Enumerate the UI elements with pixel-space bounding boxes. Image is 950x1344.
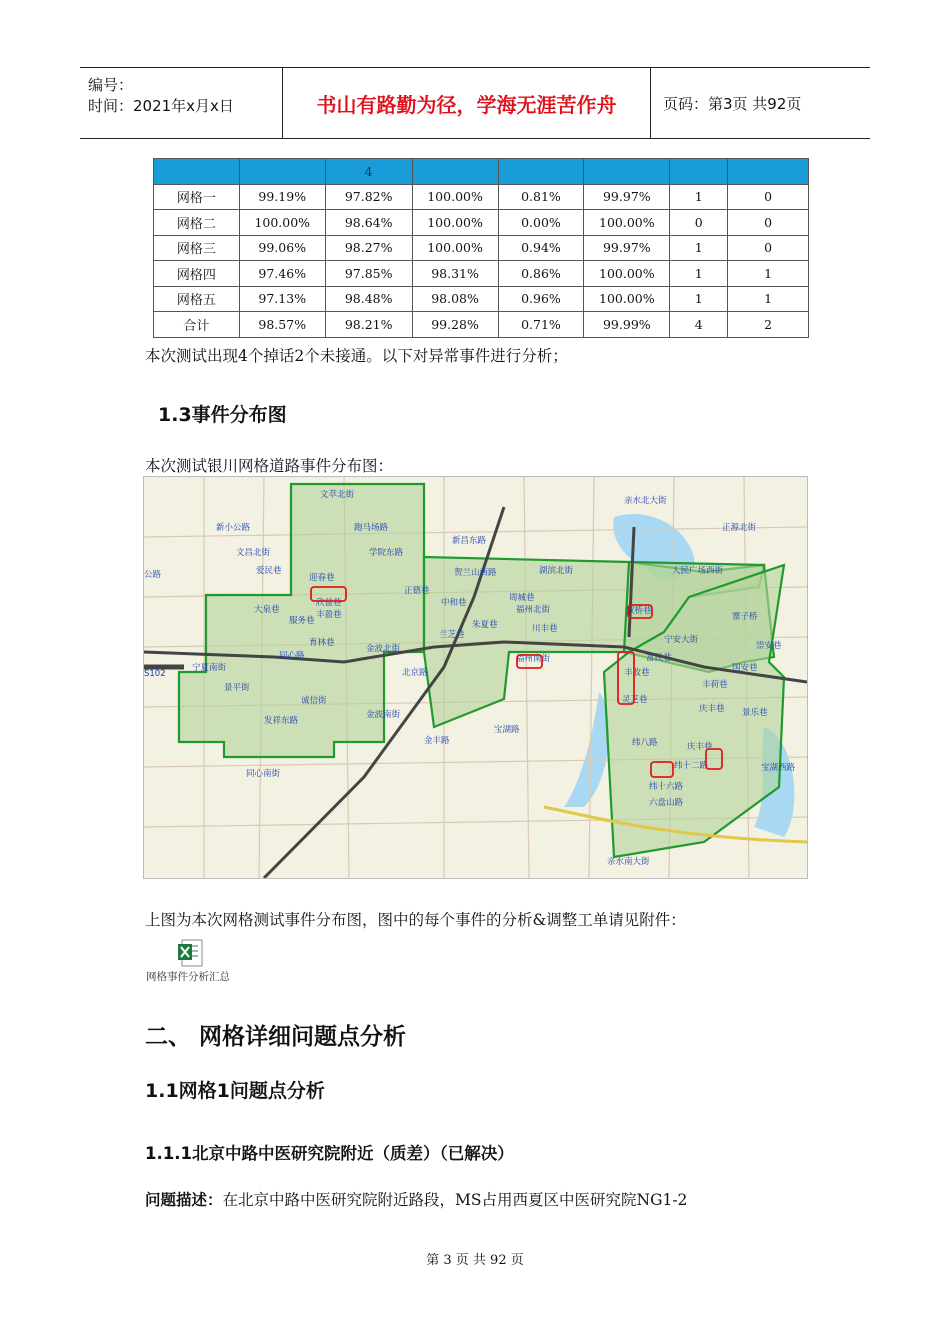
table-cell: 网格四 — [154, 261, 240, 287]
map-street-label: 服务巷 — [289, 616, 315, 626]
table-cell: 网格五 — [154, 286, 240, 312]
map-street-label: 湖滨北街 — [539, 566, 574, 576]
table-row — [154, 312, 809, 338]
table-cell: 97.82% — [325, 184, 412, 210]
table-row — [154, 184, 809, 210]
map-street-label: 迎春巷 — [309, 573, 335, 583]
header-motto-cell — [283, 68, 651, 138]
table-cell: 99.99% — [584, 312, 670, 338]
table-cell: 4 — [670, 312, 728, 338]
map-street-label: 人民广场西街 — [672, 566, 724, 576]
map-street-label: 育林巷 — [309, 638, 335, 648]
map-street-label: 福州北街 — [516, 605, 551, 615]
event-distribution-map — [143, 476, 808, 879]
header-page-code: 页码：第3页 共92页 — [663, 94, 802, 113]
table-cell: 98.27% — [325, 235, 412, 261]
map-street-label: 新小公路 — [216, 523, 251, 533]
table-cell: 98.57% — [239, 312, 325, 338]
table-cell: 1 — [728, 261, 809, 287]
table-cell: 0.94% — [498, 235, 584, 261]
table-cell: 1 — [728, 286, 809, 312]
map-street-label: 庆丰巷 — [687, 742, 713, 752]
map-street-label: 公路 — [144, 570, 162, 580]
table-cell: 0.00% — [498, 210, 584, 236]
table-cell: 0 — [728, 210, 809, 236]
table-cell: 99.97% — [584, 184, 670, 210]
table-cell: 98.21% — [325, 312, 412, 338]
map-street-label: S102 — [144, 669, 166, 679]
map-intro: 本次测试银川网格道路事件分布图： — [145, 457, 394, 475]
table-cell: 网格二 — [154, 210, 240, 236]
map-street-label: 庆丰巷 — [699, 704, 725, 714]
table-cell — [584, 159, 670, 185]
table-cell: 100.00% — [412, 235, 498, 261]
attachment-label: 网格事件分析汇总 — [146, 971, 230, 983]
map-street-label: 欣益巷 — [316, 598, 342, 608]
table-cell — [412, 159, 498, 185]
map-street-label: 丰荷巷 — [702, 680, 728, 690]
section-heading-1-3: 1.3事件分布图 — [158, 404, 287, 426]
header-date: 时间：2021年x月x日 — [88, 97, 234, 115]
map-street-label: 金波南街 — [366, 710, 401, 720]
problem-label: 问题描述： — [145, 1191, 223, 1209]
map-street-label: 六盘山路 — [649, 798, 684, 808]
map-canvas — [144, 477, 807, 878]
map-street-label: 纬八路 — [632, 738, 658, 748]
grid-stats-table — [153, 158, 809, 338]
table-cell — [154, 159, 240, 185]
map-street-label: 宁夏南街 — [192, 663, 227, 673]
table-cell: 100.00% — [239, 210, 325, 236]
table-cell: 网格三 — [154, 235, 240, 261]
table-cell: 99.06% — [239, 235, 325, 261]
table-cell: 0.71% — [498, 312, 584, 338]
table-cell: 100.00% — [584, 286, 670, 312]
map-street-label: 正德巷 — [404, 586, 430, 596]
table-header-row — [154, 159, 809, 185]
section-heading-1-1: 1.1网格1问题点分析 — [145, 1080, 325, 1102]
section-heading-1-1-1: 1.1.1北京中路中医研究院附近（质差）（已解决） — [145, 1144, 514, 1163]
map-street-label: 正源北街 — [722, 523, 757, 533]
problem-text: 在北京中路中医研究院附近路段，MS占用西夏区中医研究院NG1-2 — [222, 1191, 688, 1209]
table-cell: 100.00% — [412, 184, 498, 210]
table-cell: 1 — [670, 184, 728, 210]
map-street-label: 学院东路 — [369, 548, 404, 558]
table-cell: 100.00% — [584, 261, 670, 287]
map-street-label: 朱夏巷 — [472, 620, 498, 630]
map-street-label: 同心路 — [279, 651, 305, 661]
table-cell — [498, 159, 584, 185]
table-cell: 97.46% — [239, 261, 325, 287]
table-row — [154, 286, 809, 312]
map-street-label: 崇安巷 — [756, 641, 782, 651]
table-cell: 0 — [728, 235, 809, 261]
table-cell — [670, 159, 728, 185]
table-cell: 99.97% — [584, 235, 670, 261]
header-number: 编号： — [88, 76, 134, 94]
map-street-label: 贺兰山西路 — [454, 568, 497, 578]
table-cell: 98.48% — [325, 286, 412, 312]
header-motto: 书山有路勤为径，学海无涯苦作舟 — [316, 92, 617, 117]
excel-file-icon — [178, 939, 204, 967]
table-cell: 1 — [670, 235, 728, 261]
attachment-item[interactable] — [146, 937, 256, 987]
table-cell: 98.64% — [325, 210, 412, 236]
map-street-label: 跑马场路 — [354, 523, 389, 533]
table-cell: 98.08% — [412, 286, 498, 312]
map-street-label: 金丰路 — [424, 736, 450, 746]
map-street-label: 景平街 — [224, 683, 250, 693]
map-street-label: 丰盈巷 — [316, 610, 342, 620]
map-street-label: 亲水北大街 — [624, 496, 667, 506]
table-row — [154, 261, 809, 287]
chapter-heading-2: 二、 网格详细问题点分析 — [145, 1024, 407, 1050]
table-cell: 1 — [670, 286, 728, 312]
table-cell — [239, 159, 325, 185]
table-cell: 2 — [728, 312, 809, 338]
map-street-label: 宁安大街 — [664, 635, 699, 645]
map-street-label: 宝湖西路 — [761, 763, 796, 773]
map-street-label: 灵芝巷 — [622, 695, 648, 705]
map-street-label: 福州南街 — [516, 654, 551, 664]
table-cell: 100.00% — [584, 210, 670, 236]
map-street-label: 金波北街 — [366, 644, 401, 654]
map-street-label: 新昌东路 — [452, 536, 487, 546]
table-cell: 97.13% — [239, 286, 325, 312]
table-row — [154, 210, 809, 236]
map-street-label: 诚信街 — [301, 696, 327, 706]
map-street-label: 北京路 — [402, 668, 428, 678]
table-cell: 0.81% — [498, 184, 584, 210]
map-street-label: 文萃北街 — [320, 490, 355, 500]
map-street-label: 中和巷 — [441, 598, 467, 608]
table-cell — [728, 159, 809, 185]
page-header — [80, 67, 870, 139]
table-cell: 99.28% — [412, 312, 498, 338]
map-street-label: 纬十六路 — [649, 782, 684, 792]
table-cell: 97.85% — [325, 261, 412, 287]
table-cell: 0.96% — [498, 286, 584, 312]
map-caption: 上图为本次网格测试事件分布图，图中的每个事件的分析&调整工单请见附件： — [145, 911, 686, 929]
map-street-label: 同心南街 — [246, 769, 281, 779]
map-street-label: 川丰巷 — [532, 624, 558, 634]
map-street-label: 寨子桥 — [732, 612, 758, 622]
map-street-label: 双桥巷 — [626, 606, 652, 616]
table-cell: 0.86% — [498, 261, 584, 287]
map-street-label: 景乐巷 — [742, 708, 768, 718]
problem-description — [145, 1188, 687, 1210]
map-street-label: 亲水南大街 — [607, 857, 650, 867]
table-cell: 4 — [325, 159, 412, 185]
map-street-label: 周城巷 — [509, 593, 535, 603]
table-row — [154, 235, 809, 261]
table-cell: 0 — [728, 184, 809, 210]
map-street-label: 丰收巷 — [624, 668, 650, 678]
map-street-label: 国安巷 — [732, 663, 758, 673]
summary-paragraph: 本次测试出现4个掉话2个未接通。以下对异常事件进行分析； — [145, 347, 568, 365]
table-cell: 1 — [670, 261, 728, 287]
map-street-label: 宝湖路 — [494, 725, 520, 735]
header-info-cell — [80, 68, 283, 138]
map-street-label: 富民巷 — [646, 653, 672, 663]
map-street-label: 爱民巷 — [256, 566, 282, 576]
table-cell: 合计 — [154, 312, 240, 338]
table-cell: 100.00% — [412, 210, 498, 236]
map-street-label: 发祥东路 — [264, 716, 299, 726]
map-street-label: 大泉巷 — [254, 605, 280, 615]
table-cell: 98.31% — [412, 261, 498, 287]
map-street-label: 兰芝巷 — [439, 630, 465, 640]
map-street-label: 纬十二路 — [674, 761, 709, 771]
header-page-cell — [651, 68, 870, 138]
table-cell: 网格一 — [154, 184, 240, 210]
map-street-label: 文昌北街 — [236, 548, 271, 558]
table-cell: 99.19% — [239, 184, 325, 210]
page-footer: 第 3 页 共 92 页 — [426, 1253, 524, 1268]
table-cell: 0 — [670, 210, 728, 236]
